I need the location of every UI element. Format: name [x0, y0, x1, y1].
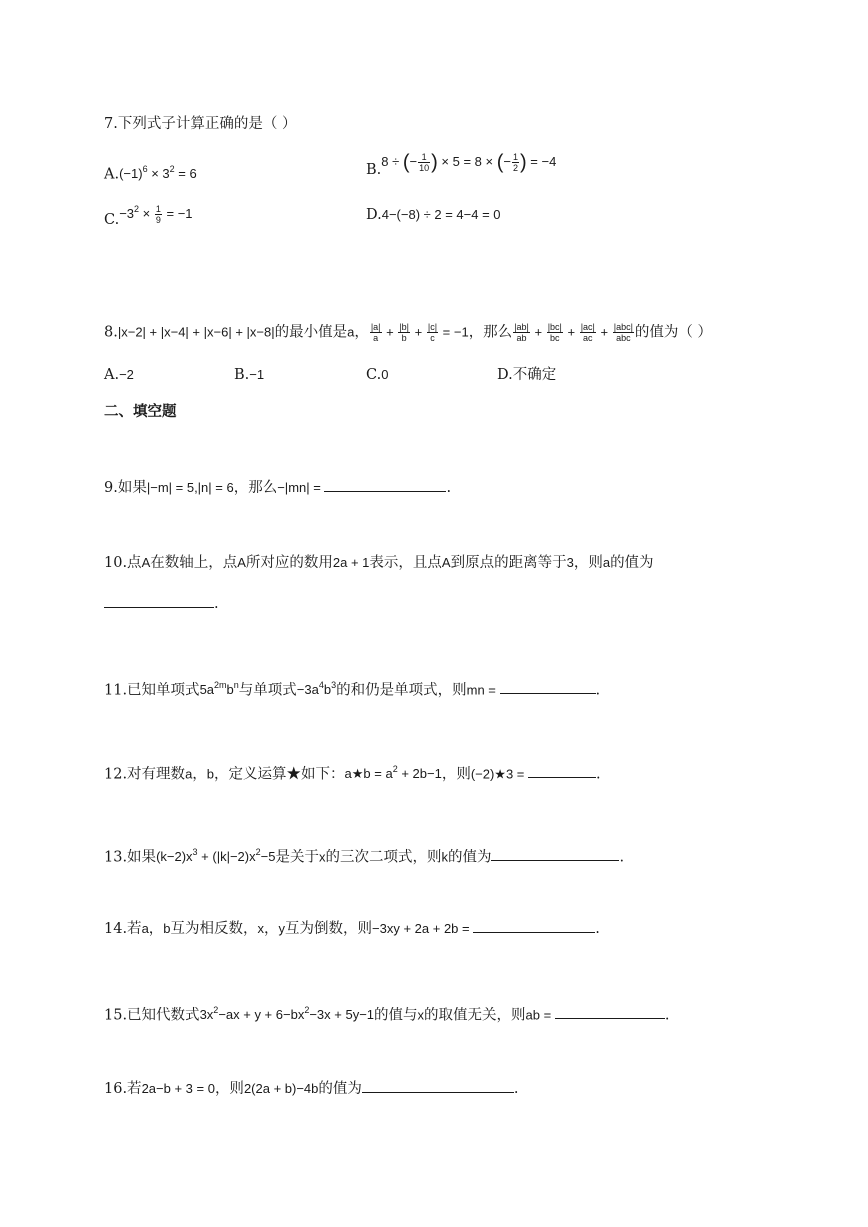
answer-blank[interactable]: [324, 477, 446, 492]
q13: 13.如果$(k-2)x^3 + (|k|-2)x^2-5$是关于x的三次二项式，则k的值为 .: [104, 847, 625, 866]
q7-option-d: [366, 205, 501, 225]
answer-blank[interactable]: [528, 763, 596, 778]
q15: 15.已知代数式$3x^2-ax + y + 6-bx^2-3x + 5y-1$的值与x的取值无关，则ab = .: [104, 1005, 670, 1024]
q12: 12.对有理数a，b，定义运算★如下：a★b = $a^2 + 2b-1$，则(−2)★3 = .: [104, 764, 601, 783]
answer-blank[interactable]: [104, 593, 214, 608]
q8-stem: 8.|x−2| + |x−4| + |x−6| + |x−8|的最小值是a， $\frac{|a|}{a}$ + $\frac{|b|}{b}$ + $\frac{|c|}{c}$ = −1，那么 $\frac{|ab|}{ab}$ + $\frac{|bc|}{bc}$ + $\frac{|ac|}{ac}$ + $\frac{\text{|abc|}}{\text{abc}}$ 的值为（ ）: [104, 322, 713, 343]
math: $(-1)^6 \times 3^2 = 6$: [119, 164, 197, 182]
math: 4−(−8) ÷ 2 = 4−4 = 0: [381, 207, 501, 222]
q8-option-d: D.不确定: [497, 367, 557, 383]
option-label: A.: [104, 166, 120, 183]
q7-stem: 7.下列式子计算正确的是（ ）: [104, 116, 297, 132]
math: 8 ÷ (− $\frac{1}{10}$ ) × 5 = 8 × (− $\frac{1}{2}$ ) = −4: [381, 151, 557, 174]
q14: 14.若a，b互为相反数，x，y互为倒数，则−3xy + 2a + 2b = .: [104, 918, 600, 939]
q8-option-b: B.−1: [234, 367, 265, 383]
option-label: D.: [366, 207, 382, 223]
q10: 10.点A在数轴上，点A所对应的数用2a + 1表示，且点A到原点的距离等于3，则a的值为: [104, 555, 654, 571]
answer-blank[interactable]: [491, 846, 619, 861]
option-label: B.: [366, 162, 382, 178]
section-title: 二、填空题: [104, 404, 177, 420]
math: $-3^2$ × $\frac{1}{9}$ = −1: [119, 204, 193, 226]
q7-option-c: [104, 200, 193, 229]
answer-blank[interactable]: [473, 918, 595, 933]
q11: 11.已知单项式$5a^{2m}b^n$与单项式$-3a^4b^3$的和仍是单项式，则mn = .: [104, 680, 601, 699]
q7-option-a: [104, 160, 197, 184]
answer-blank[interactable]: [500, 679, 596, 694]
answer-blank[interactable]: [555, 1004, 665, 1019]
answer-blank[interactable]: [362, 1078, 514, 1093]
q16: 16.若2a−b + 3 = 0，则2(2a + b)−4b的值为 .: [104, 1078, 519, 1099]
option-label: C.: [104, 212, 120, 229]
q9: 9.如果|−m| = 5,|n| = 6，那么−|mn| = .: [104, 477, 451, 498]
q8-option-c: C.0: [366, 367, 389, 383]
q8-option-a: A.−2: [104, 367, 134, 383]
q10-answer-line: .: [104, 593, 219, 614]
q7-option-b: [366, 151, 557, 178]
